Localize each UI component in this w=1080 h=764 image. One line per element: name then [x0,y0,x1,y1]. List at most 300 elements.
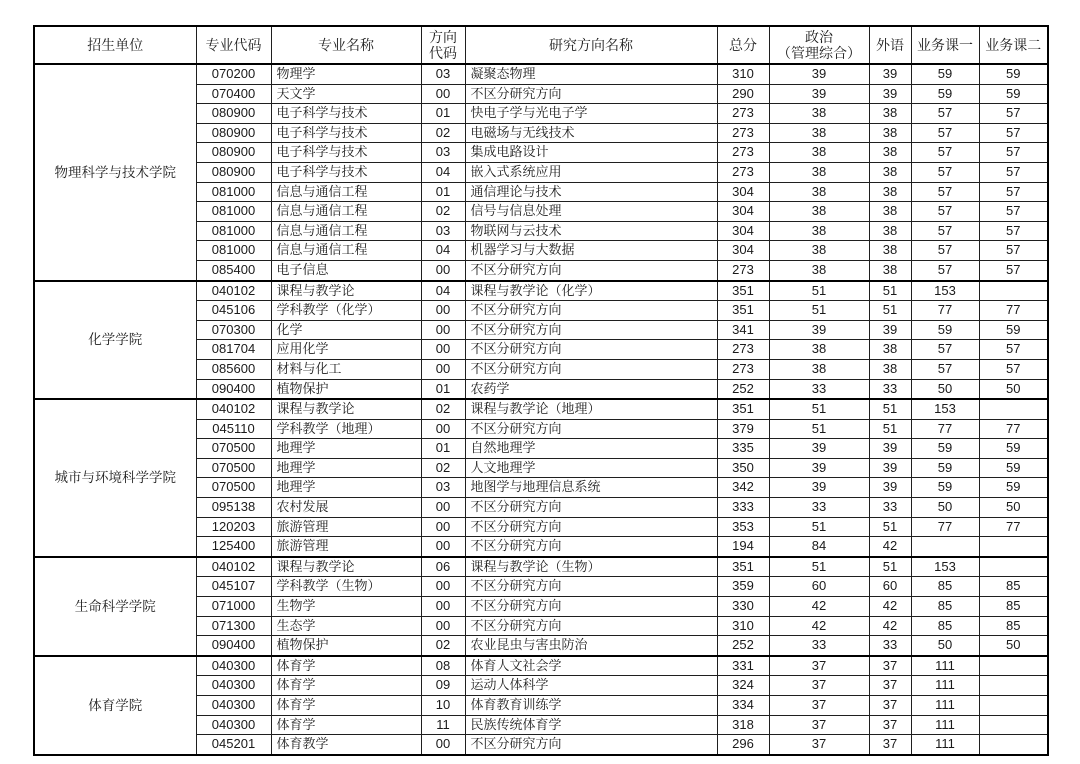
total-score-cell: 273 [717,260,769,280]
major-code-cell: 040300 [196,715,271,735]
major-code-cell: 081000 [196,182,271,202]
research-direction-cell: 不区分研究方向 [465,84,717,104]
header-course2 [979,26,1048,64]
major-name-cell: 信息与通信工程 [271,221,421,241]
direction-code-cell: 00 [421,577,465,597]
course2-score-cell: 85 [979,577,1048,597]
major-code-cell: 080900 [196,143,271,163]
course2-score-cell [979,696,1048,716]
table-row [34,64,1048,84]
politics-score-cell: 37 [769,715,869,735]
total-score-cell: 273 [717,162,769,182]
foreign-language-score-cell: 38 [869,241,911,261]
direction-code-cell: 03 [421,221,465,241]
research-direction-cell: 课程与教学论（生物） [465,557,717,577]
direction-code-cell: 00 [421,735,465,755]
foreign-language-score-cell: 39 [869,320,911,340]
course2-score-cell [979,656,1048,676]
course1-score-cell: 111 [911,735,979,755]
total-score-cell: 304 [717,202,769,222]
major-code-cell: 045110 [196,419,271,439]
course2-score-cell: 85 [979,616,1048,636]
total-score-cell: 331 [717,656,769,676]
foreign-language-score-cell: 37 [869,735,911,755]
course2-score-cell [979,735,1048,755]
major-name-cell: 旅游管理 [271,517,421,537]
direction-code-cell: 00 [421,419,465,439]
course1-score-cell: 59 [911,64,979,84]
major-name-cell: 天文学 [271,84,421,104]
foreign-language-score-cell: 37 [869,696,911,716]
total-score-cell: 290 [717,84,769,104]
major-name-cell: 课程与教学论 [271,399,421,419]
course1-score-cell: 57 [911,241,979,261]
total-score-cell: 351 [717,557,769,577]
foreign-language-score-cell: 38 [869,221,911,241]
total-score-cell: 296 [717,735,769,755]
foreign-language-score-cell: 60 [869,577,911,597]
major-name-cell: 生态学 [271,616,421,636]
major-code-cell: 085400 [196,260,271,280]
research-direction-cell: 自然地理学 [465,439,717,459]
foreign-language-score-cell: 38 [869,359,911,379]
header-admission-unit [34,26,196,64]
major-code-cell: 085600 [196,359,271,379]
research-direction-cell: 凝聚态物理 [465,64,717,84]
politics-score-cell: 38 [769,260,869,280]
course2-score-cell: 77 [979,517,1048,537]
foreign-language-score-cell: 33 [869,498,911,518]
politics-score-cell: 60 [769,577,869,597]
course1-score-cell: 59 [911,478,979,498]
college-name-cell: 体育学院 [34,656,196,755]
course2-score-cell [979,399,1048,419]
politics-score-cell: 51 [769,399,869,419]
research-direction-cell: 不区分研究方向 [465,517,717,537]
table-body [34,64,1048,755]
total-score-cell: 252 [717,636,769,656]
major-name-cell: 电子科学与技术 [271,104,421,124]
research-direction-cell: 不区分研究方向 [465,498,717,518]
course1-score-cell: 85 [911,597,979,617]
major-code-cell: 040300 [196,676,271,696]
table-row [34,281,1048,301]
header-label: 招生单位 [87,37,144,53]
major-code-cell: 070400 [196,84,271,104]
direction-code-cell: 00 [421,359,465,379]
total-score-cell: 273 [717,340,769,360]
course1-score-cell: 77 [911,517,979,537]
major-name-cell: 材料与化工 [271,359,421,379]
major-code-cell: 040102 [196,557,271,577]
header-major-name [271,26,421,64]
total-score-cell: 194 [717,537,769,557]
course1-score-cell: 50 [911,636,979,656]
research-direction-cell: 不区分研究方向 [465,359,717,379]
politics-score-cell: 33 [769,498,869,518]
course1-score-cell: 57 [911,202,979,222]
politics-score-cell: 39 [769,64,869,84]
course2-score-cell [979,676,1048,696]
total-score-cell: 335 [717,439,769,459]
direction-code-cell: 08 [421,656,465,676]
admission-score-table [33,25,1049,756]
course1-score-cell: 111 [911,715,979,735]
major-code-cell: 080900 [196,162,271,182]
foreign-language-score-cell: 37 [869,715,911,735]
header-label: 业务课一 [917,37,973,53]
total-score-cell: 350 [717,458,769,478]
foreign-language-score-cell: 38 [869,202,911,222]
course1-score-cell: 59 [911,439,979,459]
politics-score-cell: 33 [769,636,869,656]
direction-code-cell: 04 [421,162,465,182]
politics-score-cell: 42 [769,597,869,617]
foreign-language-score-cell: 38 [869,340,911,360]
direction-code-cell: 03 [421,478,465,498]
major-name-cell: 体育学 [271,676,421,696]
course1-score-cell: 153 [911,281,979,301]
research-direction-cell: 不区分研究方向 [465,419,717,439]
major-name-cell: 电子科学与技术 [271,123,421,143]
direction-code-cell: 01 [421,379,465,399]
course1-score-cell: 59 [911,84,979,104]
research-direction-cell: 不区分研究方向 [465,597,717,617]
course2-score-cell: 50 [979,636,1048,656]
politics-score-cell: 51 [769,419,869,439]
course2-score-cell: 57 [979,359,1048,379]
header-label: 专业名称 [318,37,374,53]
research-direction-cell: 信号与信息处理 [465,202,717,222]
course1-score-cell: 57 [911,359,979,379]
politics-score-cell: 51 [769,301,869,321]
major-code-cell: 040300 [196,656,271,676]
course1-score-cell: 57 [911,182,979,202]
research-direction-cell: 通信理论与技术 [465,182,717,202]
major-code-cell: 080900 [196,104,271,124]
research-direction-cell: 不区分研究方向 [465,301,717,321]
course2-score-cell: 57 [979,104,1048,124]
foreign-language-score-cell: 33 [869,636,911,656]
header-label: 专业代码 [205,37,262,53]
major-name-cell: 物理学 [271,64,421,84]
course1-score-cell: 57 [911,221,979,241]
research-direction-cell: 人文地理学 [465,458,717,478]
major-name-cell: 课程与教学论 [271,281,421,301]
major-name-cell: 地理学 [271,478,421,498]
direction-code-cell: 00 [421,84,465,104]
major-name-cell: 应用化学 [271,340,421,360]
course2-score-cell: 77 [979,301,1048,321]
major-name-cell: 体育教学 [271,735,421,755]
course1-score-cell: 57 [911,260,979,280]
total-score-cell: 304 [717,182,769,202]
course2-score-cell: 59 [979,439,1048,459]
foreign-language-score-cell: 38 [869,123,911,143]
course2-score-cell: 57 [979,241,1048,261]
total-score-cell: 330 [717,597,769,617]
total-score-cell: 318 [717,715,769,735]
header-label: 总分 [729,37,757,53]
direction-code-cell: 10 [421,696,465,716]
foreign-language-score-cell: 39 [869,64,911,84]
total-score-cell: 341 [717,320,769,340]
college-name-cell: 化学学院 [34,281,196,400]
direction-code-cell: 00 [421,301,465,321]
major-name-cell: 地理学 [271,439,421,459]
major-code-cell: 081000 [196,221,271,241]
course1-score-cell: 59 [911,320,979,340]
politics-score-cell: 37 [769,676,869,696]
table-row [34,399,1048,419]
direction-code-cell: 00 [421,537,465,557]
politics-score-cell: 51 [769,517,869,537]
major-name-cell: 信息与通信工程 [271,182,421,202]
total-score-cell: 273 [717,123,769,143]
research-direction-cell: 嵌入式系统应用 [465,162,717,182]
direction-code-cell: 01 [421,182,465,202]
research-direction-cell: 不区分研究方向 [465,320,717,340]
direction-code-cell: 01 [421,104,465,124]
foreign-language-score-cell: 42 [869,616,911,636]
major-name-cell: 电子信息 [271,260,421,280]
politics-score-cell: 38 [769,359,869,379]
direction-code-cell: 02 [421,636,465,656]
major-code-cell: 071300 [196,616,271,636]
course1-score-cell [911,537,979,557]
major-code-cell: 070300 [196,320,271,340]
direction-code-cell: 09 [421,676,465,696]
total-score-cell: 334 [717,696,769,716]
foreign-language-score-cell: 37 [869,676,911,696]
header-label: 代码 [429,45,457,61]
course1-score-cell: 57 [911,143,979,163]
course1-score-cell: 77 [911,301,979,321]
total-score-cell: 324 [717,676,769,696]
course2-score-cell: 57 [979,340,1048,360]
course2-score-cell: 59 [979,320,1048,340]
research-direction-cell: 体育人文社会学 [465,656,717,676]
direction-code-cell: 03 [421,143,465,163]
direction-code-cell: 11 [421,715,465,735]
politics-score-cell: 38 [769,104,869,124]
total-score-cell: 273 [717,143,769,163]
politics-score-cell: 38 [769,241,869,261]
major-name-cell: 体育学 [271,715,421,735]
direction-code-cell: 03 [421,64,465,84]
politics-score-cell: 38 [769,221,869,241]
course2-score-cell [979,537,1048,557]
table-header [34,26,1048,64]
course2-score-cell: 59 [979,478,1048,498]
foreign-language-score-cell: 39 [869,478,911,498]
direction-code-cell: 04 [421,241,465,261]
politics-score-cell: 37 [769,735,869,755]
major-code-cell: 070200 [196,64,271,84]
direction-code-cell: 00 [421,320,465,340]
major-code-cell: 040102 [196,281,271,301]
header-label: 研究方向名称 [549,37,633,53]
total-score-cell: 304 [717,221,769,241]
foreign-language-score-cell: 33 [869,379,911,399]
politics-score-cell: 38 [769,143,869,163]
major-code-cell: 070500 [196,439,271,459]
major-name-cell: 学科教学（地理） [271,419,421,439]
header-label: 政治 [805,29,833,45]
direction-code-cell: 00 [421,260,465,280]
direction-code-cell: 02 [421,458,465,478]
header-direction-code [421,26,465,64]
politics-score-cell: 39 [769,458,869,478]
direction-code-cell: 02 [421,399,465,419]
research-direction-cell: 集成电路设计 [465,143,717,163]
major-name-cell: 植物保护 [271,379,421,399]
header-foreign-language [869,26,911,64]
total-score-cell: 351 [717,301,769,321]
header-label: 业务课二 [985,37,1042,53]
major-code-cell: 040300 [196,696,271,716]
major-name-cell: 生物学 [271,597,421,617]
research-direction-cell: 农药学 [465,379,717,399]
research-direction-cell: 体育教育训练学 [465,696,717,716]
direction-code-cell: 00 [421,498,465,518]
major-code-cell: 081704 [196,340,271,360]
total-score-cell: 273 [717,104,769,124]
course1-score-cell: 85 [911,616,979,636]
foreign-language-score-cell: 38 [869,260,911,280]
research-direction-cell: 不区分研究方向 [465,577,717,597]
major-code-cell: 071000 [196,597,271,617]
foreign-language-score-cell: 39 [869,439,911,459]
total-score-cell: 342 [717,478,769,498]
college-name-cell: 城市与环境科学学院 [34,399,196,557]
header-total-score [717,26,769,64]
politics-score-cell: 37 [769,696,869,716]
header-course1 [911,26,979,64]
foreign-language-score-cell: 42 [869,597,911,617]
foreign-language-score-cell: 38 [869,104,911,124]
research-direction-cell: 物联网与云技术 [465,221,717,241]
major-name-cell: 体育学 [271,656,421,676]
course2-score-cell [979,281,1048,301]
major-code-cell: 081000 [196,241,271,261]
course1-score-cell: 57 [911,104,979,124]
major-name-cell: 信息与通信工程 [271,202,421,222]
table-row [34,557,1048,577]
header-label: （管理综合） [777,45,861,61]
politics-score-cell: 39 [769,478,869,498]
college-name-cell: 物理科学与技术学院 [34,64,196,281]
major-code-cell: 040102 [196,399,271,419]
foreign-language-score-cell: 51 [869,301,911,321]
direction-code-cell: 00 [421,340,465,360]
course2-score-cell [979,557,1048,577]
course1-score-cell: 77 [911,419,979,439]
foreign-language-score-cell: 51 [869,557,911,577]
research-direction-cell: 不区分研究方向 [465,537,717,557]
major-code-cell: 095138 [196,498,271,518]
foreign-language-score-cell: 51 [869,419,911,439]
direction-code-cell: 06 [421,557,465,577]
major-code-cell: 045107 [196,577,271,597]
major-name-cell: 课程与教学论 [271,557,421,577]
course2-score-cell: 57 [979,143,1048,163]
course2-score-cell: 57 [979,123,1048,143]
header-label: 外语 [876,37,904,53]
course2-score-cell: 59 [979,64,1048,84]
politics-score-cell: 51 [769,281,869,301]
total-score-cell: 351 [717,281,769,301]
total-score-cell: 310 [717,616,769,636]
foreign-language-score-cell: 39 [869,84,911,104]
course2-score-cell: 59 [979,458,1048,478]
politics-score-cell: 51 [769,557,869,577]
course1-score-cell: 111 [911,676,979,696]
major-name-cell: 植物保护 [271,636,421,656]
course1-score-cell: 50 [911,379,979,399]
major-name-cell: 化学 [271,320,421,340]
course2-score-cell: 57 [979,221,1048,241]
politics-score-cell: 42 [769,616,869,636]
direction-code-cell: 01 [421,439,465,459]
course2-score-cell: 57 [979,202,1048,222]
politics-score-cell: 39 [769,84,869,104]
research-direction-cell: 电磁场与无线技术 [465,123,717,143]
politics-score-cell: 38 [769,182,869,202]
course1-score-cell: 57 [911,162,979,182]
research-direction-cell: 民族传统体育学 [465,715,717,735]
course1-score-cell: 153 [911,557,979,577]
politics-score-cell: 38 [769,162,869,182]
foreign-language-score-cell: 51 [869,281,911,301]
total-score-cell: 351 [717,399,769,419]
research-direction-cell: 课程与教学论（化学） [465,281,717,301]
total-score-cell: 273 [717,359,769,379]
politics-score-cell: 38 [769,123,869,143]
course2-score-cell: 50 [979,498,1048,518]
research-direction-cell: 不区分研究方向 [465,340,717,360]
direction-code-cell: 04 [421,281,465,301]
research-direction-cell: 不区分研究方向 [465,735,717,755]
major-name-cell: 体育学 [271,696,421,716]
foreign-language-score-cell: 42 [869,537,911,557]
course2-score-cell [979,715,1048,735]
direction-code-cell: 00 [421,616,465,636]
course2-score-cell: 59 [979,84,1048,104]
major-code-cell: 080900 [196,123,271,143]
research-direction-cell: 机器学习与大数据 [465,241,717,261]
course2-score-cell: 50 [979,379,1048,399]
major-name-cell: 旅游管理 [271,537,421,557]
course1-score-cell: 153 [911,399,979,419]
course1-score-cell: 111 [911,656,979,676]
major-code-cell: 045201 [196,735,271,755]
foreign-language-score-cell: 37 [869,656,911,676]
course1-score-cell: 111 [911,696,979,716]
major-code-cell: 045106 [196,301,271,321]
major-name-cell: 电子科学与技术 [271,162,421,182]
total-score-cell: 333 [717,498,769,518]
foreign-language-score-cell: 51 [869,517,911,537]
major-code-cell: 081000 [196,202,271,222]
research-direction-cell: 课程与教学论（地理） [465,399,717,419]
total-score-cell: 379 [717,419,769,439]
course2-score-cell: 57 [979,162,1048,182]
course1-score-cell: 57 [911,123,979,143]
research-direction-cell: 不区分研究方向 [465,616,717,636]
total-score-cell: 310 [717,64,769,84]
course1-score-cell: 57 [911,340,979,360]
